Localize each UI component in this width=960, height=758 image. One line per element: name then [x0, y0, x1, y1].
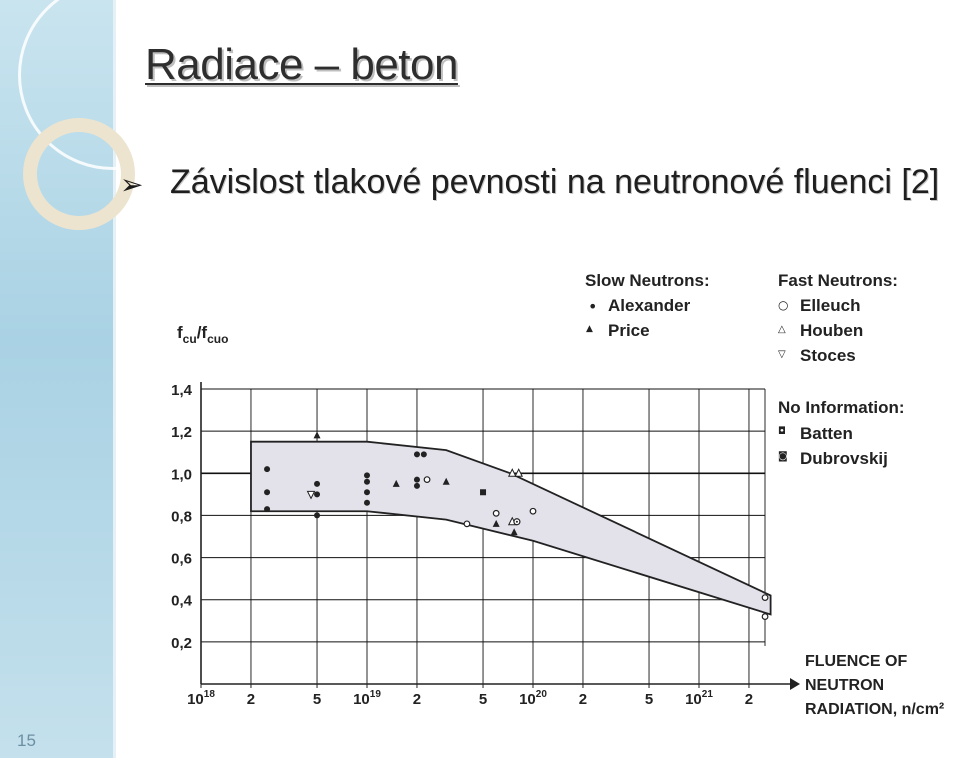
legend-alexander-marker: • [588, 297, 598, 316]
legend-price: Price [608, 321, 650, 340]
x-tick-label: 2 [246, 691, 256, 708]
point-alexander [364, 479, 370, 485]
point-alexander [314, 481, 320, 487]
x-tick-label: 5 [644, 691, 654, 708]
point-elleuch [424, 477, 430, 483]
y-tick-label: 0,4 [171, 592, 192, 610]
point-alexander [421, 451, 427, 457]
point-elleuch [762, 595, 768, 601]
y-tick-label: 1,2 [171, 424, 192, 442]
x-tick-label: 2 [578, 691, 588, 708]
bullet-text: Závislost tlakové pevnosti na neutronové fluenci [2] [170, 163, 940, 201]
point-alexander [264, 506, 270, 512]
y-axis-label: $f_{cu}/f_{cuo}$ [177, 323, 229, 346]
point-alexander [414, 477, 420, 483]
legend-stoces: Stoces [800, 346, 856, 365]
point-elleuch [464, 521, 470, 527]
point-alexander [264, 466, 270, 472]
legend-dubrovskij: Dubrovskij [800, 449, 888, 468]
x-tick-label: 5 [478, 691, 488, 708]
point-alexander [314, 512, 320, 518]
point-elleuch [762, 614, 768, 620]
legend-dubrovskij-marker: ◙ [778, 451, 788, 462]
point-elleuch [493, 511, 499, 517]
x-tick-label: 5 [312, 691, 322, 708]
slide-number: 15 [17, 731, 36, 750]
point-price [314, 431, 321, 438]
x-tick-label: $10^{21}$ [685, 689, 713, 708]
y-tick-label: 0,2 [171, 634, 192, 652]
point-batten [480, 489, 486, 495]
x-tick-label: 2 [412, 691, 422, 708]
point-alexander [364, 472, 370, 478]
y-tick-label: 1,4 [171, 382, 192, 399]
y-tick-label: 0,6 [171, 550, 192, 568]
y-tick-label: 1,0 [171, 466, 192, 484]
point-dubrovskij-center [516, 521, 518, 523]
legend-fast-title: Fast Neutrons: [778, 271, 898, 290]
legend-price-marker: ▲ [586, 324, 593, 334]
legend-houben: Houben [800, 321, 864, 340]
point-alexander [414, 483, 420, 489]
legend-noinfo-title: No Information: [778, 398, 905, 417]
legend-stoces-marker: ▽ [778, 349, 786, 360]
point-elleuch [530, 508, 536, 514]
point-alexander [364, 489, 370, 495]
point-alexander [364, 500, 370, 506]
legend-houben-marker: △ [778, 324, 786, 335]
x-axis-label: FLUENCE OF NEUTRON RADIATION, n/cm² [805, 653, 945, 718]
x-tick-label: 2 [744, 691, 754, 708]
point-alexander [414, 451, 420, 457]
chart-grid [201, 389, 765, 684]
x-tick-label: $10^{19}$ [353, 689, 381, 708]
slide-title: Radiace – beton [145, 40, 458, 89]
x-axis-arrow [790, 678, 800, 690]
legend-batten: Batten [800, 424, 853, 443]
legend-batten-marker: ◘ [778, 426, 786, 437]
bullet-arrow-icon: ➢ [120, 169, 144, 200]
legend-elleuch-marker: ○ [778, 298, 789, 312]
legend-alexander: Alexander [608, 296, 691, 315]
fluence-band [251, 442, 771, 615]
y-tick-label: 0,8 [171, 508, 192, 526]
point-alexander [264, 489, 270, 495]
point-alexander [314, 491, 320, 497]
x-tick-label: $10^{18}$ [187, 689, 215, 708]
legend-elleuch: Elleuch [800, 296, 861, 315]
legend-slow-title: Slow Neutrons: [585, 271, 710, 290]
x-tick-label: $10^{20}$ [519, 689, 547, 708]
